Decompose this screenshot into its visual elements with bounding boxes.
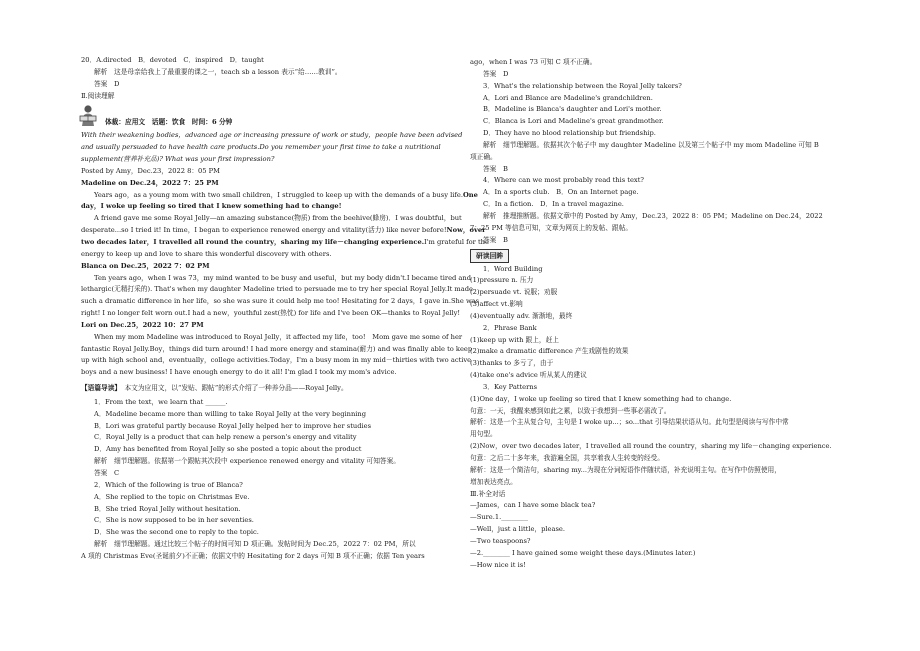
review-line: 用句型。 (470, 430, 497, 439)
task-info: 体裁：应用文 话题：饮食 时间：6 分钟 (105, 117, 233, 126)
q1-line: 1．From the text，we learn that ______. (94, 397, 228, 406)
q1-line: 答案 C (94, 469, 120, 477)
q1-line: C．Royal Jelly is a product that can help renew a person's energy and vitality (94, 433, 357, 442)
q2-explanation-end: ago，when I was 73 可知 C 项不正确。 (470, 58, 597, 66)
review-line: (1)pressure n. 压力 (470, 276, 534, 285)
q2-line: A．She replied to the topic on Christmas Eve. (94, 492, 250, 501)
intro-line-3: supplement(营养补充品)? What was your first impression? (81, 155, 275, 164)
q3-line: 解析 细节理解题。依据其次个帖子中 my daughter Madeline 以及第三个帖子中 my mom Madeline 可知 B (483, 140, 819, 149)
intro-line-2: and usually persuaded to have health care products.Do you remember your first time to take a nutritional (81, 143, 441, 152)
q1-line: B．Lori was grateful partly because Royal Jelly helped her to improve her studies (94, 421, 371, 430)
q2-line: 2．Which of the following is true of Blanca? (94, 480, 243, 489)
dialogue-line: —Sure.1.________ (470, 513, 528, 522)
dialogue-line: —Well，just a little，please. (470, 525, 565, 534)
post-blanca-line: right! I no longer felt worn out.I had a new，youthful zest(热忱) for life and I've been OK—thanks to Royal Jelly! (81, 309, 461, 318)
section-title-reading: Ⅱ.阅读理解 (81, 91, 115, 100)
dialogue-line: —Two teaspoons? (470, 536, 531, 545)
task-header (81, 102, 438, 130)
review-badge: 研读回眸 (470, 247, 860, 264)
review-line: (2)Now，over two decades later，I travelled all round the country，sharing my life－changing experience. (470, 442, 832, 451)
q2-line: D．She was the second one to reply to the topic. (94, 528, 259, 537)
review-line: 1．Word Building (483, 264, 543, 273)
post-lori-line: fantastic Royal Jelly.Boy，things did turn around! I had more energy and stamina(耐力) and was finally able to keep (81, 344, 473, 353)
q20-options: 20．A.directed B．devoted C．inspired D．taught (81, 56, 264, 64)
review-line: (3)thanks to 多亏了，由于 (470, 359, 554, 368)
intro-line-1: With their weakening bodies，advanced age or increasing pressure of work or study，people have been advised (81, 131, 463, 140)
dialogue-line: —2.________ I have gained some weight these days.(Minutes later.) (470, 548, 696, 557)
q3-line: B．Madeline is Blanca's daughter and Lori's mother. (483, 105, 662, 114)
q20-answer: 答案 D (94, 79, 120, 88)
dialogue-line: —How nice it is! (470, 560, 526, 569)
review-line: (2)persuade vt. 说服；劝服 (470, 288, 558, 297)
reading-guide: 【语篇导读】 本文为应用文，以“发贴、跟帖”的形式介绍了一种养分品——Royal Jelly。 (81, 384, 348, 393)
review-line: 句意：一天，我醒来感到如此之累，以致于我想到一些事必需改了。 (470, 406, 671, 415)
dialogue-section-title: Ⅲ.补全对话 (470, 489, 506, 498)
post-blanca-line: Ten years ago，when I was 73，my mind wanted to be busy and useful，but my body didn't.I became tired and (94, 273, 472, 282)
posted-by: Posted by Amy，Dec.23，2022 8：05 PM (81, 166, 221, 175)
q2-line: A 项的 Christmas Eve(圣诞前夕)不正确；依据文中的 Hesitating for 2 days 可知 B 项不正确；依据 Ten years (81, 551, 425, 560)
q1-line: D．Amy has benefited from Royal Jelly so she posted a topic about the product (94, 445, 362, 454)
post-madeline-line: two decades later，I travelled all round the country，sharing my life－changing experience.I'm grateful for the (81, 237, 489, 246)
post-madeline-head: Madeline on Dec.24，2022 7：25 PM (81, 178, 219, 187)
post-madeline-line: energy to keep up and love to share this wonderful discovery with others. (81, 249, 332, 258)
review-line: (4)take one's advice 听从某人的建议 (470, 371, 587, 380)
review-line: (4)eventually adv. 渐渐地，最终 (470, 311, 573, 320)
post-blanca-head: Blanca on Dec.25，2022 7：02 PM (81, 261, 210, 270)
review-line: (1)keep up with 跟上，赶上 (470, 335, 559, 344)
q3-line: 项正确。 (470, 152, 497, 161)
q2-line: C．She is now supposed to be in her seventies. (94, 516, 254, 525)
q4-answer: 答案 B (483, 235, 508, 244)
q3-line: 3．What's the relationship between the Royal Jelly takers? (483, 81, 682, 90)
post-madeline-line: A friend gave me some Royal Jelly—an amazing substance(物质) from the beehive(蜂房)．I was doubtful，but (94, 214, 462, 223)
q2-answer: 答案 D (483, 69, 509, 78)
review-line: 解析：这是一个主从复合句，主句是 I woke up...；so...that 引导结果状语从句。此句型是阅读与写作中常 (470, 418, 789, 427)
post-lori-head: Lori on Dec.25，2022 10：27 PM (81, 320, 204, 329)
q3-line: C．Blanca is Lori and Madeline's great grandmother. (483, 117, 664, 126)
q4-line: 4．Where can we most probably read this text? (483, 176, 644, 185)
post-blanca-line: lethargic(无精打采的). That's when my daughter Madeline tried to persuade me to try her special Royal Jelly.It made (81, 285, 473, 294)
reading-figure-icon (77, 104, 99, 128)
post-lori-line: up with high school and，eventually，college activities.Today，I'm a busy mom in my mid－thirties with two active (81, 356, 472, 365)
review-line: (3)affect vt.影响 (470, 300, 523, 309)
q3-answer: 答案 B (483, 164, 508, 173)
post-lori-line: boys and a new business! I have enough energy to do it all! I'm glad I took my mom's advice. (81, 368, 397, 377)
q2-line: B．She tried Royal Jelly without hesitation. (94, 504, 241, 513)
post-madeline-line: desperate...so I tried it! In time，I began to experience renewed energy and vitality(活力) like never before!Now，over (81, 226, 486, 235)
review-line: 解析：这是一个简洁句，sharing my...为现在分词短语作伴随状语，补充说明主句。在写作中仿照使用， (470, 465, 781, 474)
q4-line: C．In a fiction. D．In a travel magazine. (483, 200, 624, 209)
review-line: 3．Key Patterns (483, 382, 538, 391)
post-madeline-line: Years ago，as a young mom with two small children，I struggled to keep up with the demands of a busy life.One (94, 190, 478, 199)
review-line: 句意：之后二十多年来，我游遍全国，共享着我人生转变的经受。 (470, 454, 664, 462)
q4-line: 7：25 PM 等信息可知，文章为网页上的发帖、跟帖。 (470, 223, 633, 232)
review-line: 增加表达亮点。 (470, 477, 517, 486)
q4-line: 解析 推理推断题。依据文章中的 Posted by Amy，Dec.23，2022 8：05 PM；Madeline on Dec.24，2022 (483, 211, 823, 220)
review-line: (1)One day，I woke up feeling so tired that I knew something had to change. (470, 394, 732, 403)
review-line: 2．Phrase Bank (483, 323, 537, 332)
q4-line: A．In a sports club. B．On an Internet page. (483, 188, 639, 197)
q3-line: A．Lori and Blance are Madeline's grandchildren. (483, 93, 653, 102)
q1-line: A．Madeline became more than willing to take Royal Jelly at the very beginning (94, 409, 366, 418)
post-madeline-line: day，I woke up feeling so tired that I knew something had to change! (81, 202, 342, 211)
post-blanca-line: such a dramatic difference in her life，so she was sure it could help me too! Hesitating for 2 days，I gave in.She was (81, 297, 480, 306)
dialogue-line: —James，can I have some black tea? (470, 501, 596, 510)
q1-line: 解析 细节理解题。依据第一个跟帖其次段中 experience renewed energy and vitality 可知答案。 (94, 457, 400, 466)
right-column (470, 57, 860, 571)
q20-explanation: 解析 这是母亲给我上了最重要的课之一，teach sb a lesson 表示“给……教训”。 (94, 67, 342, 76)
q3-line: D．They have no blood relationship but friendship. (483, 129, 656, 138)
review-line: (2)make a dramatic difference 产生戏剧性的效果 (470, 347, 629, 356)
post-lori-line: When my mom Madeline was introduced to Royal Jelly，it affected my life，too! Mom gave me some of her (94, 332, 463, 341)
q2-line: 解析 细节理解题。通过比较三个帖子的时间可知 D 项正确。发帖时间为 Dec.25，2022 7：02 PM，所以 (94, 540, 416, 549)
